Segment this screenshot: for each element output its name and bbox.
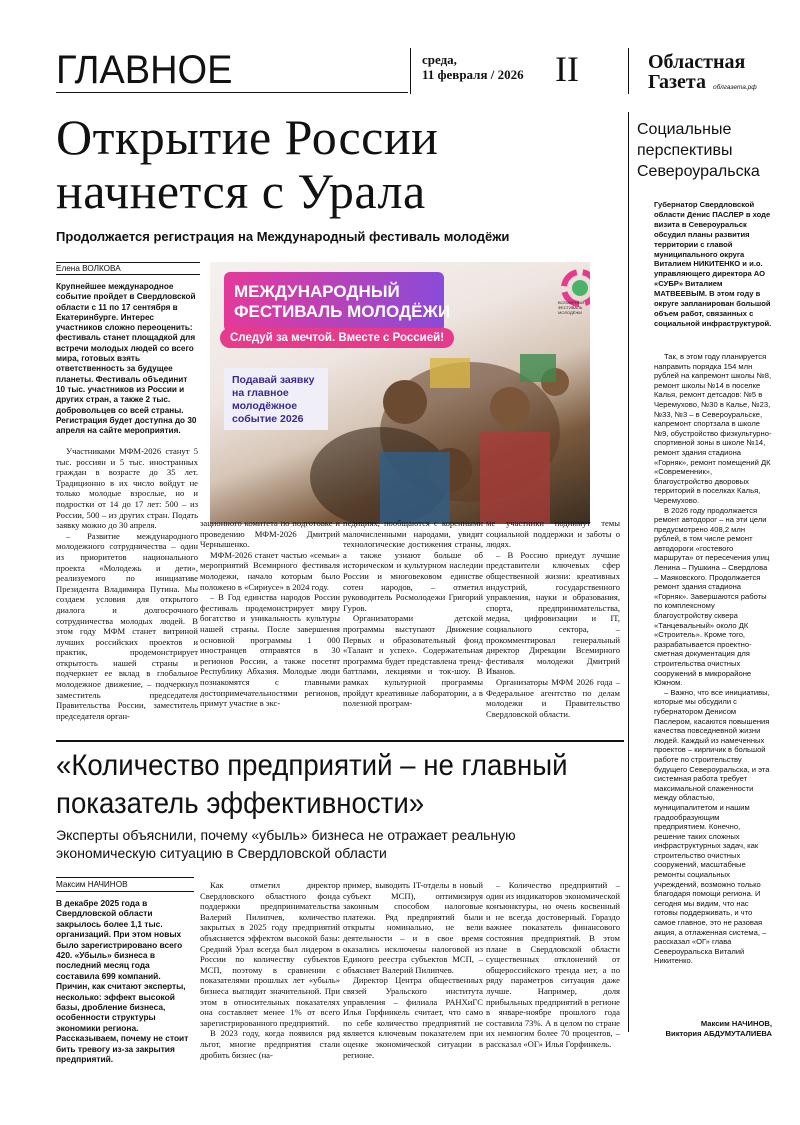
a2-col1-p1: Как отметил директор Свердловского областного фонда поддержки предпринимательства Валерий Пилипчев, количество закрытых в 2025 году предприятий объясняется эффектом высокой базы: Средний Урал всегда был лидером в России по количеству субъектов МСП, поэтому в сравнении с показателями прошлых лет «убыль» бизнеса выглядит значительной. При этом в относительных показателях она составляет менее 1% от всего зарегистрированного предприятий.	[200, 880, 340, 1028]
a1-col1-p2: – Развитие международного молодежного сотрудничества – один из приоритетов национального проекта «Молодежь и дети», реализуемого по инициативе Президента Владимира Путина. Мы создаем условия для открытого диалога и долгосрочного сотрудничества молодых людей. В этом году МФМ станет витриной лучших российских проектов и практик, продемонстрирует открытость нашей страны и подчеркнет ее вклад в глобальное молодежное движение, – подчеркнул заместитель председателя Правительства России, заместитель председателя орган-	[56, 530, 198, 721]
article2-subtitle-1: Эксперты объяснили, почему «убыль» бизнеса не отражает реальную	[56, 827, 516, 843]
sidebar-title-1: Социальные	[637, 121, 732, 138]
a2-col3-p1: – Количество предприятий – один из индикаторов экономической конъюнктуры, но очень косвенный и не всегда достоверный. Гораздо важнее показатель финансового состояния предприятий. В этом плане в Свердловской области существенных отклонений от общероссийского тренда нет, а по ряду параметров ситуация даже лучше. Например, доля прибыльных предприятий в регионе в январе-ноябре прошлого года составила 73%. А в целом по стране их немногим более 70 процентов, – рассказал «ОГ» Илья Горфинкель.	[486, 880, 620, 1049]
logo-text-3: МОЛОДЁЖИ	[558, 310, 582, 315]
sidebar-author-2: Виктория АБДУМУТАЛИЕВА	[665, 1029, 772, 1038]
author-rule-2b	[56, 891, 194, 892]
article2-col1	[200, 880, 340, 1060]
article1-title-2: начнется с Урала	[56, 163, 426, 219]
article1-col4	[486, 518, 620, 719]
sidebar-author-1: Максим НАЧИНОВ,	[700, 1019, 772, 1028]
banner-cta-4: событие 2026	[232, 413, 304, 425]
sidebar-vrule	[628, 112, 629, 1032]
page-number: II	[555, 49, 579, 89]
a1-col4-p2: – В Россию приедут лучшие представители ключевых сфер общественной жизни: креативных индустрий, государственного управления, науки и образования, спорта, предпринимательства, медиа, цифровизации и IT, социального сектора, – прокомментировал генеральный директор Дирекции Всемирного фестиваля молодежи Дмитрий Иванов.	[486, 549, 620, 677]
banner-title-2: ФЕСТИВАЛЬ МОЛОДЁЖИ	[234, 302, 451, 321]
section-title: ГЛАВНОЕ	[56, 48, 233, 92]
sidebar-lead: Губернатор Свердловской области Денис ПАСЛЕР в ходе визита в Североуральск обсудил планы развития территории с главой муниципального округа Виталием НИКИТЕНКО и и.о. управляющего директора АО «СУБР» Виталием МАТВЕЕВЫМ. В этом году в округе запланирован большой объем работ, связанных с социальной инфраструктурой.	[654, 200, 772, 328]
article2-col2	[343, 880, 483, 1060]
a1-col1-p1: Участниками МФМ-2026 станут 5 тыс. россиян и 5 тыс. иностранных граждан в возрасте до 35 лет. Традиционно в их число войдут не только молодые взрослые, но и подростки от 14 до 17 лет: 500 – из России, 500 – из других стран. Подать заявку можно до 30 апреля.	[56, 446, 198, 531]
a1-col2-p2: МФМ-2026 станет частью «семьи» мероприятий Всемирного фестиваля молодежи, начало которым было положено в «Сириусе» в 2024 году.	[200, 549, 340, 592]
header-vdivider	[410, 48, 411, 94]
paper-name-1: Областная	[648, 51, 746, 73]
a1-col4-p1: ме участники поднимут темы социальной поддержки и заботы о людях.	[486, 518, 620, 550]
banner-cta-2: на главное	[232, 387, 289, 399]
a2-col2-p1: пример, выводить IT-отделы в новый субъект МСП), оптимизируя законным способом налоговые платежи. Ряд предприятий были открыты номинально, не вели деятельности – и в свое время оказались исключены налоговой из Единого реестра субъектов МСП, – объясняет Валерий Пилипчев.	[343, 880, 483, 975]
banner-cta-1: Подавай заявку	[232, 374, 315, 386]
a1-col2-p3: – В Год единства народов России фестиваль продемонстрирует миру богатство и уникальность культуры нашей страны. После завершения основной программы 1 000 иностранцев отправятся в 30 регионов России, а также посетят Республику Абхазия. Молодые люди познакомятся с главными достопримечательностями регионов, примут участие в экс-	[200, 592, 340, 709]
header-rule	[56, 92, 408, 93]
a1-col3-p2: Организаторами детской программы выступают Движение Первых и образовательный фонд «Талант и успех». Содержательная программа будет представлена тренд-баттлами, лекциями и ток-шоу. В рамках культурной программы пройдут креативные лаборатории, а в полезной програм-	[343, 613, 483, 709]
banner-cta-3: молодёжное	[232, 400, 298, 412]
article1-lead: Крупнейшее международное событие пройдет в Свердловской области с 11 по 17 сентября в Екатеринбурге. Интерес участников сложно переоценить: фестиваль станет площадкой для встречи молодых людей со всего мира, готовых взять ответственность за будущее планеты. Фестиваль объединит 10 тыс. участников из России и других стран, а также 2 тыс. добровольцев со всей страны. Регистрация будет доступна до 30 апреля на сайте мероприятия.	[56, 282, 197, 436]
author-rule-1	[56, 262, 200, 263]
article1-col1	[56, 446, 198, 721]
paper-name-2: Газета	[648, 71, 706, 93]
article1-title-1: Открытие России	[56, 109, 439, 165]
article-divider	[56, 740, 624, 742]
article1-col3	[343, 518, 483, 709]
sidebar-title-3: Североуральска	[637, 163, 760, 180]
a1-col3-p1: педициях, пообщаются с коренными малочисленными народами, увидят технологические достижения страны, а также узнают больше об историческом и культурном наследии России и многовековом единстве сотен народов, – отметил руководитель Росмолодежи Григорий Гуров.	[343, 518, 483, 613]
sidebar-p3: – Важно, что все инициативы, которые мы обсудили с губернатором Денисом Паслером, касаются повышения качества повседневной жизни людей. Каждый из намеченных проектов – кирпичик в большой работе по строительству будущего Североуральска, и эта системная работа требует максимальной слаженности между областью, муниципалитетом и нашим градообразующим предприятием. Конечно, решение таких сложных инфраструктурных задач, как строительство очистных сооружений, масштабные ремонты социальных учреждений, возможно только благодаря помощи региона. И сегодня мы видим, что нас готовы поддерживать, и что самое главное, это не разовая акция, а отлаженная система, – рассказал «ОГ» глава Североуральска Виталий Никитенко.	[654, 687, 770, 966]
article1-author: Елена ВОЛКОВА	[56, 264, 121, 273]
article2-lead: В декабре 2025 года в Свердловской области закрылось более 1,1 тыс. организаций. При этом новых было зарегистрировано всего 420. «Убыль» бизнеса в последний месяц года составила 699 компаний. Причин, как считают эксперты, несколько: эффект высокой базы, дробление бизнеса, особенности структуры экономики региона. Рассказываем, почему не стоит бить тревогу из-за закрытия предприятий.	[56, 898, 189, 1065]
article2-subtitle-2: экономическую ситуацию в Свердловской области	[56, 845, 387, 861]
a2-col2-p2: Директор Центра общественных связей Уральского института управления – филиала РАНХиГС Илья Горфинкель считает, что само по себе количество предприятий не является ключевым показателем при оценке экономической ситуации в регионе.	[343, 975, 483, 1060]
article2-title-1: «Количество предприятий – не главный	[56, 749, 568, 782]
festival-banner	[210, 262, 590, 524]
header-vdivider-2	[628, 48, 629, 94]
author-rule-1b	[56, 274, 200, 275]
article2-author: Максим НАЧИНОВ	[56, 880, 128, 889]
a1-col4-p3: Организаторы МФМ 2026 года – Федеральное агентство по делам молодежи и Правительство Свердловской области.	[486, 676, 620, 719]
sidebar-title-2: перспективы	[637, 142, 733, 159]
logo-text-2: ФЕСТИВАЛЬ	[558, 305, 583, 310]
a2-col1-p2: В 2023 году, когда появился ряд льгот, многие предприятия стали дробить бизнес (на-	[200, 1028, 340, 1060]
banner-slogan: Следуй за мечтой. Вместе с Россией!	[220, 328, 454, 348]
logo-text-1: ВСЕМИРНЫЙ	[558, 300, 585, 305]
banner-title-1: МЕЖДУНАРОДНЫЙ	[234, 282, 400, 301]
sidebar-p2: В 2026 году продолжается ремонт автодорог – на эти цели предусмотрено 408,2 млн рублей, в том числе ремонт автодороги «гостевого маршрута» от пересечения улиц Ленина – Пушкина – Свердлова – Маяковского. Продолжается ремонт здания стадиона «Горняк». Завершаются работы по комплексному благоустройству сквера «Танцевальный» около ДК «Строитель». Кроме того, разрабатывается проектно-сметная документация для строительства очистных сооружений в микрорайоне Южном.	[654, 505, 770, 688]
article1-col2	[200, 518, 340, 709]
article2-col3	[486, 880, 620, 1050]
article1-subtitle: Продолжается регистрация на Международный фестиваль молодёжи	[56, 229, 510, 244]
site-url: облгазета.рф	[713, 84, 757, 91]
a1-col2-p1: зационного комитета по подготовке и проведению МФМ-2026 Дмитрий Чернышенко.	[200, 518, 340, 550]
date-line-2: 11 февраля / 2026	[422, 67, 524, 82]
sidebar-p1: Так, в этом году планируется направить порядка 154 млн рублей на капремонт школы №8, ремонт школы №14 в поселке Калья, ремонт детсадов: №5 в Черемухово, №30 в Калье, №23, №33, №3 – в Североуральске, капремонт спортзала в школе №9, обустройство физкультурно-спортивной зоны в школе №14, ремонт здания стадиона «Горняк», ремонт помещений ДК «Современник», благоустройство дворовых территорий в поселках Калья, Черемухово.	[654, 352, 772, 505]
date-line-1: среда,	[422, 52, 457, 67]
sidebar-body	[654, 352, 772, 966]
article2-title-2: показатель эффективности»	[56, 787, 425, 820]
author-rule-2	[56, 877, 194, 878]
